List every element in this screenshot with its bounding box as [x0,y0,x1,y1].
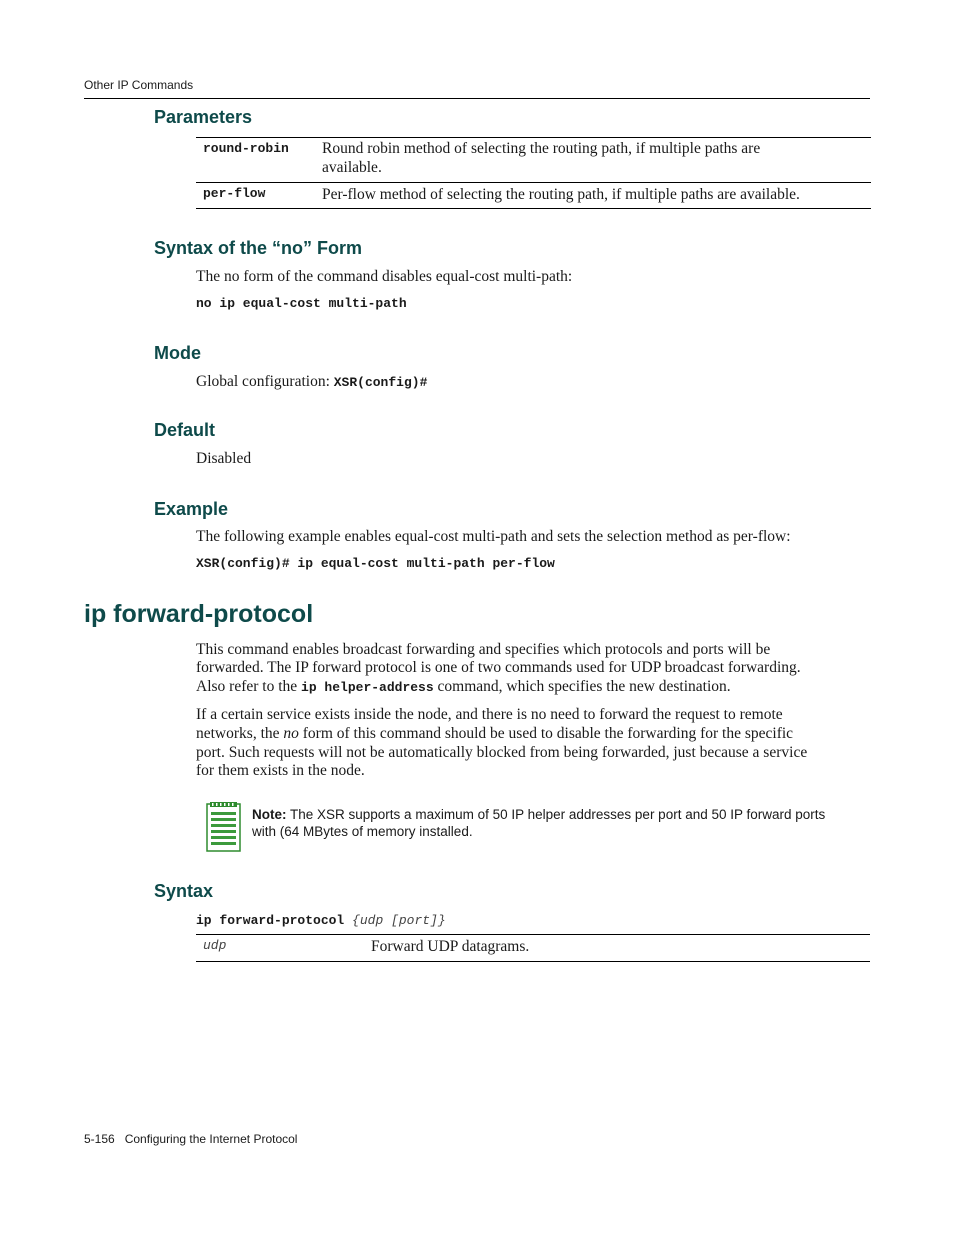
p2-line1: If a certain service exists inside the node, and there is no need to forward the request to remote [196,706,783,723]
param-name-round-robin: round-robin [203,141,289,156]
p2-line3: port. Such requests will not be automatically blocked from being forwarded, just because a service [196,744,808,761]
param-desc-per-flow: Per-flow method of selecting the routing path, if multiple paths are available. [322,186,800,203]
section-title: ip forward-protocol [84,600,314,628]
table-top-rule [196,137,871,138]
mode-heading: Mode [154,343,201,363]
running-header: Other IP Commands [84,78,194,92]
notepad-icon [206,801,242,853]
note-line1-text: The XSR supports a maximum of 50 IP helper addresses per port and 50 IP forward ports [286,807,826,822]
page-number: 5-156 [84,1132,115,1146]
syntax-table-bottom-rule [196,961,870,962]
example-heading: Example [154,499,229,519]
note-line1 [252,806,862,823]
mode-line [196,372,872,392]
p2-line2-post: form of this command should be used to disable the forwarding for the specific [298,725,794,742]
default-text: Disabled [196,450,252,467]
syntax-cmd: ip forward-protocol [196,913,345,928]
mode-prompt: XSR(config)# [333,375,428,390]
p1-line3-code: ip helper-address [301,680,434,695]
example-code: XSR(config)# ip equal-cost multi-path per-flow [196,556,555,571]
note-line2: with (64 MBytes of memory installed. [252,824,473,839]
syntax-arg-udp-desc: Forward UDP datagrams. [371,938,530,955]
table-bottom-rule [196,208,871,209]
p2-line2 [196,724,872,743]
p1-line3 [196,677,872,697]
p2-line2-pre: networks, the [196,725,284,742]
note [252,806,862,840]
parameters-heading: Parameters [154,107,253,127]
mode-text: Global configuration: [196,373,334,390]
syntax-args: {udp [port]} [344,913,446,928]
header-rule [84,98,870,99]
no-form-code: no ip equal-cost multi-path [196,296,407,311]
p2-line2-ital: no [283,725,299,742]
page-footer [84,1132,297,1146]
note-label: Note: [252,807,287,822]
no-form-heading: Syntax of the “no” Form [154,238,363,258]
no-form-text: The no form of the command disables equal-cost multi-path: [196,268,573,285]
param-desc-round-robin-line1: Round robin method of selecting the routing path, if multiple paths are [322,140,761,157]
p1-line3-post: command, which specifies the new destination. [433,678,731,695]
p1-line2: forwarded. The IP forward protocol is one of two commands used for UDP broadcast forwarding. [196,659,801,676]
example-text: The following example enables equal-cost multi-path and sets the selection method as per-flow: [196,528,791,545]
p2-line4: for them exists in the node. [196,762,365,779]
syntax-arg-udp: udp [203,938,227,953]
syntax-line [196,911,446,929]
table-row-rule [196,182,871,183]
default-heading: Default [154,420,216,440]
syntax-table-top-rule [196,934,870,935]
param-desc-round-robin-line2: available. [322,159,382,176]
param-name-per-flow: per-flow [203,186,266,201]
footer-title: Configuring the Internet Protocol [124,1132,298,1146]
p1-line3-pre: Also refer to the [196,678,302,695]
syntax-heading: Syntax [154,881,214,901]
p1-line1: This command enables broadcast forwarding and specifies which protocols and ports will be [196,641,771,658]
